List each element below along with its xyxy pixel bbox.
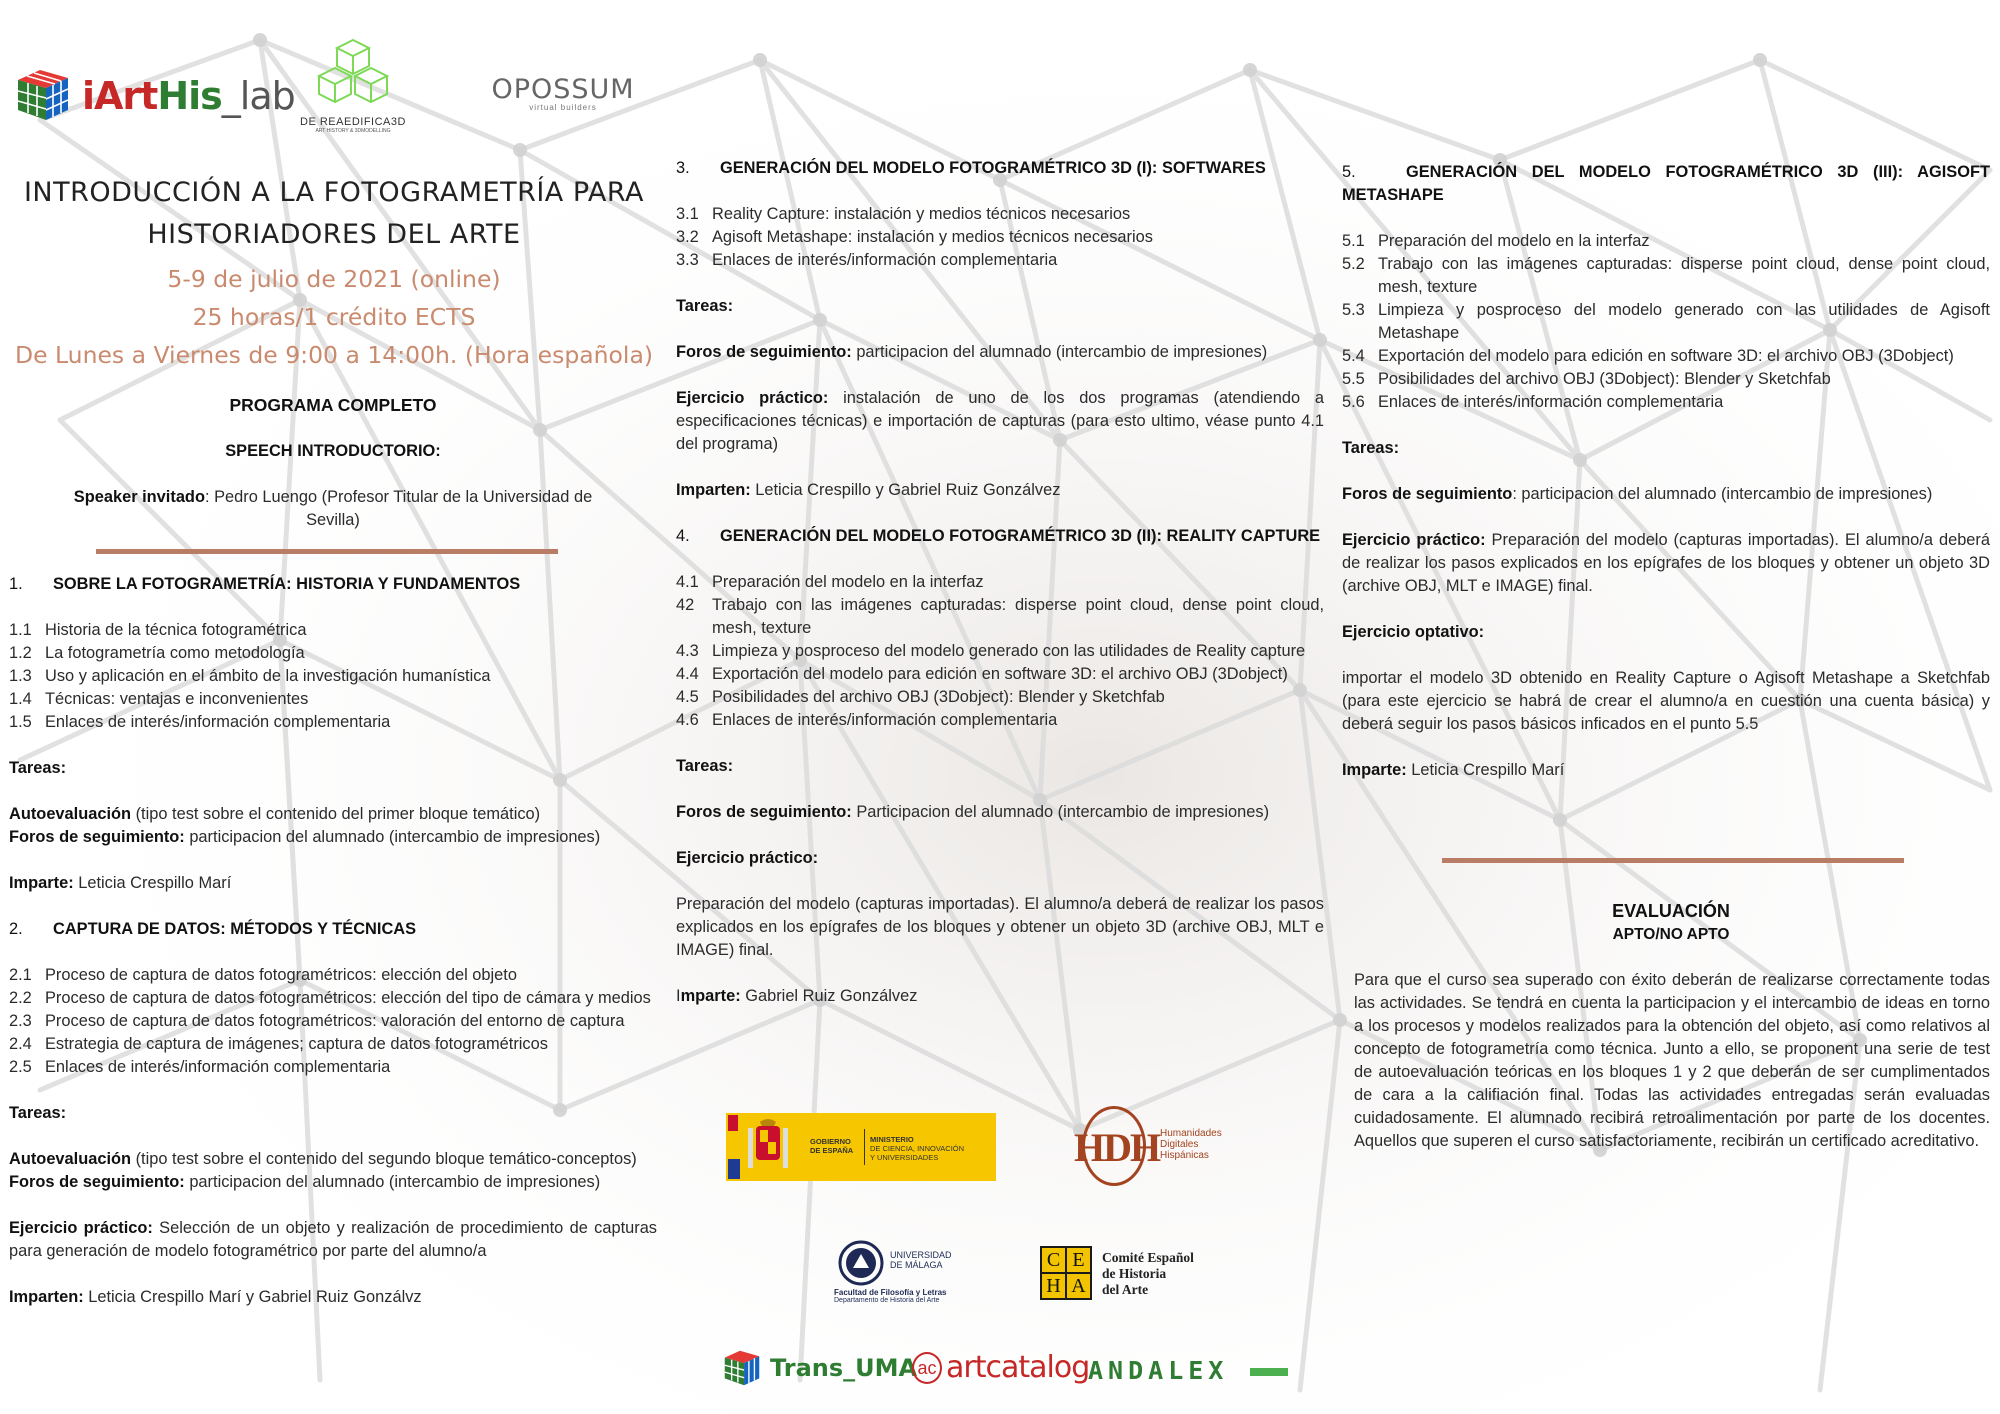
section-5-title: 5. GENERACIÓN DEL MODELO FOTOGRAMÉTRICO 3D (III): AGISOFT METASHAPE [1342,163,1990,204]
andalex-text: ANDALEX [1088,1356,1229,1385]
list-item [676,571,1324,594]
item-text: Proceso de captura de datos fotogramétricos: valoración del entorno de captura [45,1012,625,1030]
section-2-title: 2. CAPTURA DE DATOS: MÉTODOS Y TÉCNICAS [9,920,417,938]
list-item [9,964,657,987]
uma-faculty: Facultad de Filosofía y Letras [834,1288,947,1297]
uma-logo [834,1240,964,1306]
s4-imparte: Imparte: Gabriel Ruiz Gonzálvez [676,987,918,1005]
item-number: 1.4 [9,690,32,708]
item-number: 3.2 [676,228,699,246]
item-number: 3.3 [676,251,699,269]
tareas-label: Tareas: [676,757,734,775]
item-number: 3.1 [676,205,699,223]
opossum-logo [478,74,648,112]
ceha-text: Comité Español de Historia del Arte [1102,1250,1194,1297]
andalex-logo [1088,1356,1288,1386]
item-text: Historia de la técnica fotogramétrica [45,621,307,639]
item-number: 5.4 [1342,347,1365,365]
item-text: Agisoft Metashape: instalación y medios técnicos necesarios [712,228,1153,246]
list-item [9,688,657,711]
s4-ejercicio-body: Preparación del modelo (capturas importadas). El alumno/a deberá de realizar los pasos explicados en los epígrafes de los bloques y obtener un objeto 3D (archive OBJ, MLT e IMAGE) final. [676,895,1324,959]
eu-flag [728,1159,740,1179]
hdh-logo [1074,1106,1244,1190]
trans-uma-text: Trans_UMA [770,1354,918,1382]
list-item [9,665,657,688]
iarthis-part-a: iArt [82,74,158,118]
reaedifica-tag: ART HISTORY & 3DMODELLING [315,128,391,134]
gobierno-separator [864,1129,865,1165]
s5-optativo-body: importar el modelo 3D obtenido en Reality Capture o Agisoft Metashape a Sketchfab (para este ejercicio se habrá de crear el alumno/a en cuestión una cuenta básica) y deberá seguir los pasos básicos inficados en el punto 5.5 [1342,669,1990,733]
course-hours: 25 horas/1 crédito ECTS [192,303,476,331]
list-item [1342,368,1990,391]
title-line-2: HISTORIADORES DEL ARTE [147,219,521,250]
section-1-title: 1. SOBRE LA FOTOGRAMETRÍA: HISTORIA Y FUNDAMENTOS [9,575,521,593]
section-4-title: 4. GENERACIÓN DEL MODELO FOTOGRAMÉTRICO 3D (II): REALITY CAPTURE [676,527,1321,545]
list-item [9,1010,657,1033]
trans-uma-logo [722,1348,918,1390]
tareas-label: Tareas: [9,759,67,777]
s4-ejercicio-label: Ejercicio práctico: [676,849,819,867]
speaker-text: : Pedro Luengo (Profesor Titular de la Universidad de Sevilla) [204,488,593,529]
item-text: Reality Capture: instalación y medios técnicos necesarios [712,205,1131,223]
item-text: Proceso de captura de datos fotogramétricos: elección del objeto [45,966,517,984]
uma-seal-icon [838,1240,884,1286]
item-text: Posibilidades del archivo OBJ (3Dobject): Blender y Sketchfab [712,688,1165,706]
divider [96,549,558,554]
iarthis-logo [14,66,295,126]
item-text: Exportación del modelo para edición en software 3D: el archivo OBJ (3Dobject) [712,665,1288,683]
item-number: 4.3 [676,642,699,660]
artcatalog-text: artcatalog [946,1350,1090,1385]
s1-autoevaluacion: Autoevaluación (tipo test sobre el contenido del primer bloque temático) [9,805,541,823]
item-number: 2.2 [9,989,32,1007]
section-5-list [1342,230,1990,414]
item-text: Enlaces de interés/información complementaria [45,713,391,731]
item-number: 1.2 [9,644,32,662]
list-item [1342,299,1990,345]
s3-ejercicio: Ejercicio práctico: instalación de uno de los dos programas (atendiendo a especificaciones técnicas) e importación de capturas (para esto ultimo, véase punto 4.1 del programa) [676,389,1324,453]
item-number: 2.4 [9,1035,32,1053]
column-1 [9,394,657,1309]
programa-heading: PROGRAMA COMPLETO [229,395,437,415]
cubes-icon [313,38,393,110]
item-number: 4.1 [676,573,699,591]
s4-foros: Foros de seguimiento: Participacion del alumnado (intercambio de impresiones) [676,803,1270,821]
s3-foros: Foros de seguimiento: participacion del alumnado (intercambio de impresiones) [676,343,1268,361]
s2-imparten: Imparten: Leticia Crespillo Marí y Gabriel Ruiz Gonzálvz [9,1288,422,1306]
evaluation-block [1352,900,1990,1153]
opossum-tag: virtual builders [529,103,597,112]
item-text: Enlaces de interés/información complementaria [712,711,1058,729]
item-text: Trabajo con las imágenes capturadas: disperse point cloud, dense point cloud, mesh, texture [1378,255,1990,296]
ministerio-text: MINISTERIO DE CIENCIA, INNOVACIÓN Y UNIVERSIDADES [870,1135,965,1162]
hdh-text: Humanidades Digitales Hispánicas [1160,1128,1222,1161]
s1-imparte: Imparte: Leticia Crespillo Marí [9,874,232,892]
list-item [9,1033,657,1056]
s3-imparten: Imparten: Leticia Crespillo y Gabriel Ruiz Gonzálvez [676,481,1061,499]
list-item [1342,391,1990,414]
list-item [676,594,1324,640]
s2-ejercicio: Ejercicio práctico: Selección de un objeto y realización de procedimiento de capturas para generación de modelo fotogramétrico por parte del alumno/a [9,1219,658,1260]
uma-name: UNIVERSIDAD DE MÁLAGA [890,1250,952,1270]
evaluation-sub: APTO/NO APTO [1612,926,1730,943]
uma-department: Departamento de Historia del Arte [834,1297,940,1304]
list-item [1342,345,1990,368]
column-2 [676,157,1324,1008]
item-number: 5.2 [1342,255,1365,273]
s5-foros: Foros de seguimiento: participacion del alumnado (intercambio de impresiones) [1342,485,1933,503]
iarthis-part-b: His [157,74,222,118]
reaedifica-logo [288,38,418,148]
hdh-mark: HDH [1074,1125,1160,1170]
column-3 [1342,161,1990,782]
item-number: 2.3 [9,1012,32,1030]
item-text: Posibilidades del archivo OBJ (3Dobject): Blender y Sketchfab [1378,370,1831,388]
title-block [8,172,660,374]
item-text: Uso y aplicación en el ámbito de la investigación humanística [45,667,491,685]
reaedifica-name: DE REAEDIFICA3D [300,116,406,128]
speaker-line [9,486,657,532]
section-4-list [676,571,1324,732]
course-dates: 5-9 de julio de 2021 (online) [167,265,501,293]
item-text: Enlaces de interés/información complementaria [45,1058,391,1076]
item-number: 5.1 [1342,232,1365,250]
item-text: Enlaces de interés/información complementaria [1378,393,1724,411]
list-item [676,686,1324,709]
list-item [9,619,657,642]
s2-foros: Foros de seguimiento: participacion del alumnado (intercambio de impresiones) [9,1173,601,1191]
tareas-label: Tareas: [9,1104,67,1122]
list-item [1342,253,1990,299]
list-item [676,709,1324,732]
gobierno-text: GOBIERNO DE ESPAÑA [810,1137,854,1155]
item-number: 2.1 [9,966,32,984]
item-text: La fotogrametría como metodología [45,644,305,662]
speech-heading: SPEECH INTRODUCTORIO: [225,442,441,460]
list-item [9,711,657,734]
item-number: 5.5 [1342,370,1365,388]
list-item [676,226,1324,249]
tareas-label: Tareas: [1342,439,1400,457]
tareas-label: Tareas: [676,297,734,315]
item-text: Preparación del modelo en la interfaz [1378,232,1650,250]
gobierno-logo [726,1113,996,1181]
list-item [1342,230,1990,253]
item-text: Trabajo con las imágenes capturadas: disperse point cloud, dense point cloud, mesh, texture [712,596,1324,637]
evaluation-divider [1442,858,1904,863]
opossum-name: OPOSSUM [491,74,635,105]
s5-optativo-label: Ejercicio optativo: [1342,623,1485,641]
section-2-list [9,964,657,1079]
item-number: 1.5 [9,713,32,731]
artcatalog-mark: ac [912,1352,942,1384]
s1-foros: Foros de seguimiento: participacion del alumnado (intercambio de impresiones) [9,828,601,846]
list-item [676,249,1324,272]
item-number: 5.3 [1342,301,1365,319]
section-3-list [676,203,1324,272]
artcatalog-logo [912,1350,1092,1390]
item-number: 1.3 [9,667,32,685]
item-text: Limpieza y posproceso del modelo generado con las utilidades de Reality capture [712,642,1306,660]
list-item [676,203,1324,226]
item-number: 4.5 [676,688,699,706]
list-item [676,640,1324,663]
evaluation-heading: EVALUACIÓN [1612,901,1730,921]
item-number: 1.1 [9,621,32,639]
item-text: Estrategia de captura de imágenes; captura de datos fotogramétricos [45,1035,548,1053]
item-text: Exportación del modelo para edición en software 3D: el archivo OBJ (3Dobject) [1378,347,1954,365]
ceha-mark: C E H A [1040,1246,1092,1300]
andalex-badge [1250,1368,1288,1376]
evaluation-body: Para que el curso sea superado con éxito deberán de realizarse correctamente todas las actividades. Se tendrá en cuenta la participacion y el intercambio de ideas en torno a los procesos y modelos realizados para la obtención del objeto, así como relativos al concepto de fotogrametría como técnica. Junto a ello, se proponent una serie de test de autoevaluación teóricas en los bloques 1 y 2 que deberán de ser cumplimentados de cara a la califiación final. Todas las actividades entregadas serán evaluadas cuidadosamente. El alumnado recibirá retroalimentación por parte de los docentes. Aquellos que superen el curso satisfactoriamente, recibirán un certificado acreditativo. [1354,971,1990,1150]
item-text: Preparación del modelo en la interfaz [712,573,984,591]
iarthis-part-c: _lab [221,74,295,118]
item-text: Técnicas: ventajas e inconvenientes [45,690,309,708]
rubik-cube-icon [722,1348,762,1388]
list-item [676,663,1324,686]
section-3-title: 3. GENERACIÓN DEL MODELO FOTOGRAMÉTRICO 3D (I): SOFTWARES [676,159,1266,177]
list-item [9,1056,657,1079]
list-item [9,642,657,665]
item-number: 2.5 [9,1058,32,1076]
s5-ejercicio: Ejercicio práctico: Preparación del modelo (capturas importadas). El alumno/a deberá de realizar los pasos explicados en los epígrafes de los bloques y obtener un objeto 3D (archive OBJ, MLT e IMAGE) final. [1342,531,1990,595]
item-number: 5.6 [1342,393,1365,411]
item-text: Limpieza y posproceso del modelo generado con las utilidades de Agisoft Metashape [1378,301,1990,342]
item-number: 4.4 [676,665,699,683]
section-1-list [9,619,657,734]
s5-imparte: Imparte: Leticia Crespillo Marí [1342,761,1565,779]
item-number: 4.6 [676,711,699,729]
title-line-1: INTRODUCCIÓN A LA FOTOGRAMETRÍA PARA [23,177,645,208]
item-text: Proceso de captura de datos fotogramétricos: elección del tipo de cámara y medios [45,989,651,1007]
coat-of-arms-icon [746,1118,790,1176]
item-number: 42 [676,596,695,614]
speaker-label: Speaker invitado [73,488,205,506]
list-item [9,987,657,1010]
course-schedule: De Lunes a Viernes de 9:00 a 14:00h. (Hora española) [14,341,654,369]
ceha-logo [1040,1246,1220,1302]
item-text: Enlaces de interés/información complementaria [712,251,1058,269]
rubik-cube-icon [14,66,72,124]
s2-autoevaluacion: Autoevaluación (tipo test sobre el contenido del segundo bloque temático-conceptos) [9,1150,637,1168]
